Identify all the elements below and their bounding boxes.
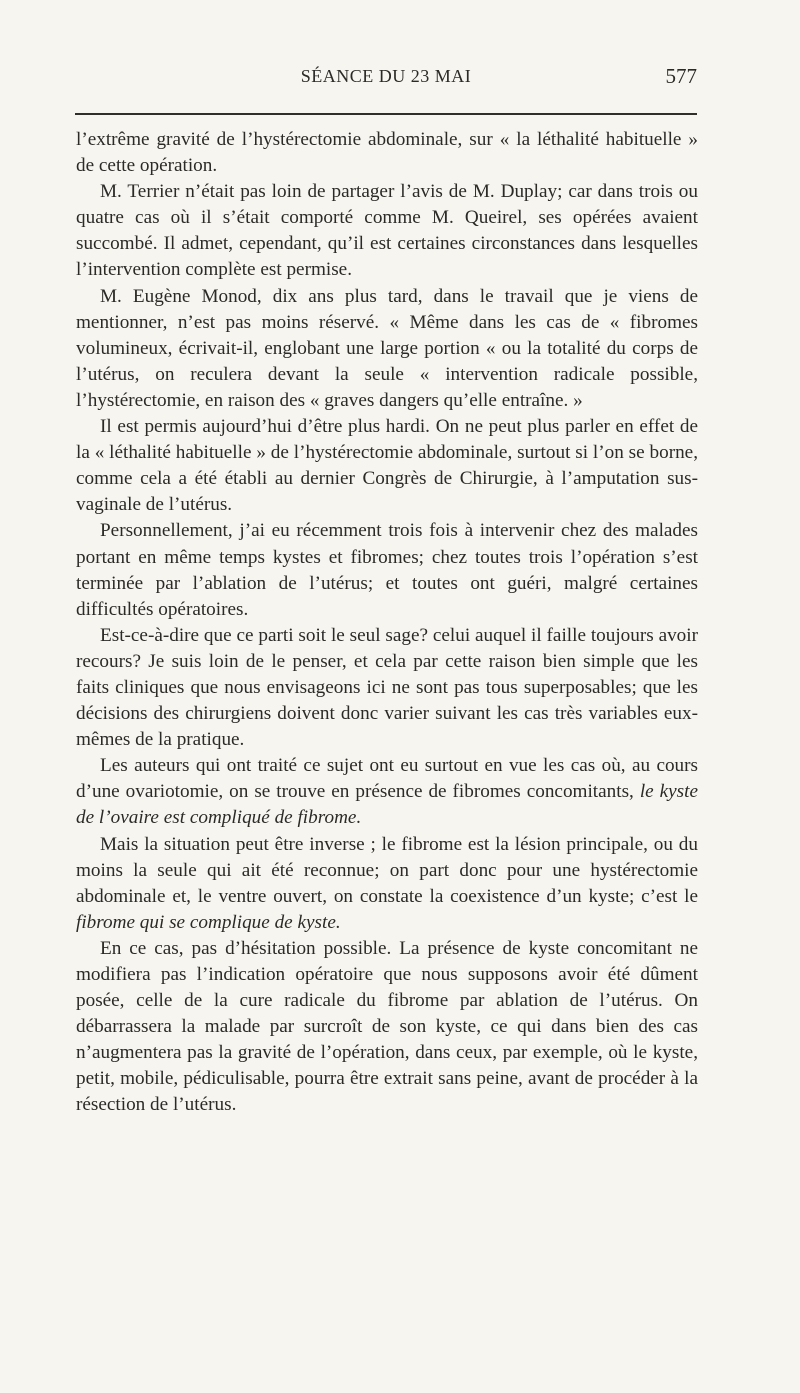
paragraph-4 xyxy=(76,414,698,518)
paragraph-text: M. Terrier n’était pas loin de partager l’avis de M. Duplay; car dans trois ou quatre cas où il s’était comporté comme M. Queirel, ses opérées avaient succombé. Il admet, cependant, qu’il est certaines circonstances dans lesquelles l’intervention complète est permise. xyxy=(76,181,698,281)
paragraph-7 xyxy=(76,753,698,831)
paragraph-1 xyxy=(76,127,698,179)
body-text xyxy=(76,127,698,1119)
italic-phrase: fibrome qui se complique de kyste. xyxy=(76,911,341,933)
italic-phrase: le kyste de l’ovaire est compliqué de fibrome. xyxy=(76,781,699,829)
page-number: 577 xyxy=(665,64,697,88)
paragraph-text: Personnellement, j’ai eu récemment trois fois à intervenir chez des malades portant en même temps kystes et fibromes; chez toutes trois l’opération s’est terminée par l’ablation de l’utérus; et toutes ont guéri, malgré certaines difficultés opératoires. xyxy=(76,520,698,620)
paragraph-text: En ce cas, pas d’hésitation possible. La présence de kyste concomitant ne modifiera pas l’indication opératoire que nous supposons avoir été dûment posée, celle de la cure radicale du fibrome par ablation de l’utérus. On débarrassera la malade par surcroît de son kyste, ce qui dans bien des cas n’augmentera pas la gravité de l’opération, dans ceux, par exemple, où le kyste, petit, mobile, pédiculisable, pourra être extrait sans peine, avant de procéder à la résection de l’utérus. xyxy=(76,937,698,1116)
paragraph-9 xyxy=(76,936,698,1119)
paragraph-text: Il est permis aujourd’hui d’être plus hardi. On ne peut plus parler en effet de la « léthalité habituelle » de l’hystérectomie abdominale, surtout si l’on se borne, comme cela a été établi au dernier Congrès de Chirurgie, à l’amputation sus-vaginale de l’utérus. xyxy=(76,416,698,516)
paragraph-text: l’extrême gravité de l’hystérectomie abdominale, sur « la léthalité habituelle » de cette opération. xyxy=(76,129,698,177)
paragraph-8 xyxy=(76,832,698,936)
paragraph-2 xyxy=(76,179,698,283)
running-title: SÉANCE DU 23 MAI xyxy=(300,66,472,86)
paragraph-3 xyxy=(76,284,698,414)
paragraph-text: Est-ce-à-dire que ce parti soit le seul sage? celui auquel il faille toujours avoir recours? Je suis loin de le penser, et cela par cette raison bien simple que les faits cliniques que nous envisageons ici ne sont pas tous superposables; que les décisions des chirurgiens doivent donc varier suivant les cas très variables eux-mêmes de la pratique. xyxy=(76,624,698,751)
page-header xyxy=(75,64,697,90)
paragraph-6 xyxy=(76,623,698,753)
paragraph-text: M. Eugène Monod, dix ans plus tard, dans le travail que je viens de mentionner, n’est pas moins réservé. « Même dans les cas de « fibromes volumineux, écrivait-il, englobant une large portion « ou la totalité du corps de l’utérus, on reculera devant la seule « intervention radicale possible, l’hystérectomie, en raison des « graves dangers qu’elle entraîne. » xyxy=(76,285,698,411)
header-rule xyxy=(75,113,697,115)
paragraph-text: Les auteurs qui ont traité ce sujet ont eu surtout en vue les cas où, au cours d’une ovariotomie, on se trouve en présence de fibromes concomitants, xyxy=(76,755,698,803)
paragraph-5 xyxy=(76,518,698,622)
paragraph-text: Mais la situation peut être inverse ; le fibrome est la lésion principale, ou du moins la seule qui ait été reconnue; on part donc pour une hystérectomie abdominale et, le ventre ouvert, on constate la coexistence d’un kyste; c’est le xyxy=(76,833,698,907)
